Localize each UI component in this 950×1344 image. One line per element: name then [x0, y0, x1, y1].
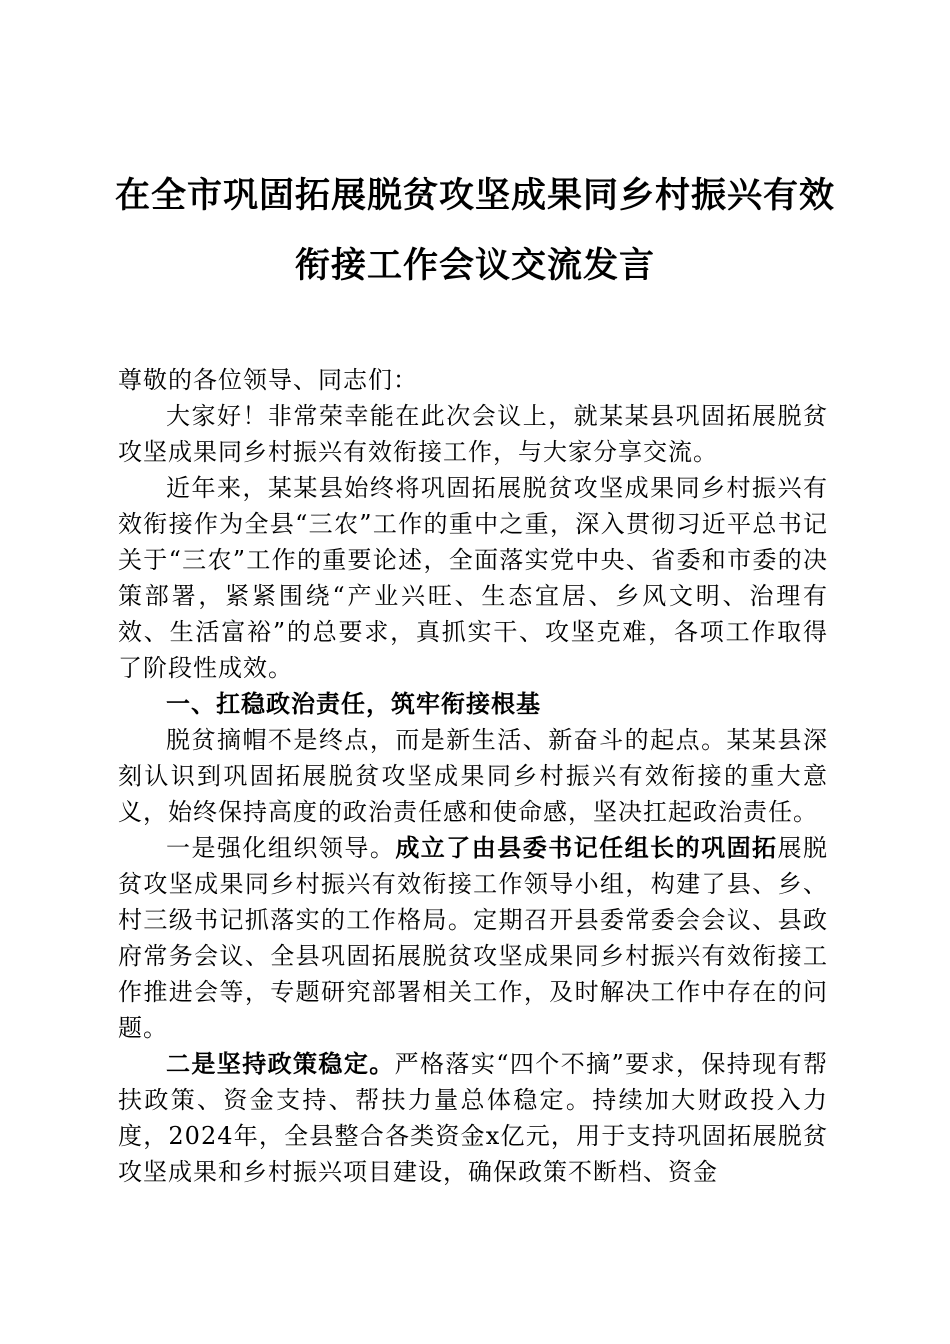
item-1-bold: 成立了由县委书记任组长的巩固拓: [395, 833, 778, 862]
paragraph-item-1: [118, 830, 828, 1046]
paragraph-overview: 近年来，某某县始终将巩固拓展脱贫攻坚成果同乡村振兴有效衔接作为全县“三农”工作的重中之重，深入贯彻习近平总书记关于“三农”工作的重要论述，全面落实党中央、省委和市委的决策部署，紧紧围绕“产业兴旺、生态宜居、乡风文明、治理有效、生活富裕”的总要求，真抓实干、攻坚克难，各项工作取得了阶段性成效。: [118, 474, 828, 682]
item-2-rest: 严格落实“四个不摘”要求，保持现有帮扶政策、资金支持、帮扶力量总体稳定。持续加大财政投入力度，2024年，全县整合各类资金x亿元，用于支持巩固拓展脱贫攻坚成果和乡村振兴项目建设，确保政策不断档、资金: [118, 1050, 828, 1186]
paragraph-greeting: 大家好！非常荣幸能在此次会议上，就某某县巩固拓展脱贫攻坚成果同乡村振兴有效衔接工作，与大家分享交流。: [118, 402, 828, 466]
item-1-rest: 展脱贫攻坚成果同乡村振兴有效衔接工作领导小组，构建了县、乡、村三级书记抓落实的工作格局。定期召开县委常委会会议、县政府常务会议、全县巩固拓展脱贫攻坚成果同乡村振兴有效衔接工作推进会等，专题研究部署相关工作，及时解决工作中存在的问题。: [118, 834, 829, 1042]
section-heading-1: 一、扛稳政治责任，筑牢衔接根基: [166, 689, 541, 718]
item-2-bold: 二是坚持政策稳定。: [166, 1049, 395, 1078]
document-body: [118, 362, 828, 1190]
paragraph-item-2: [118, 1046, 828, 1190]
paragraph-political-responsibility: 脱贫摘帽不是终点，而是新生活、新奋斗的起点。某某县深刻认识到巩固拓展脱贫攻坚成果同乡村振兴有效衔接的重大意义，始终保持高度的政治责任感和使命感，坚决扛起政治责任。: [118, 726, 828, 826]
item-1-lead: 一是强化组织领导。: [166, 834, 396, 862]
document-title-line-1: 在全市巩固拓展脱贫攻坚成果同乡村振兴有效: [114, 175, 835, 216]
document-title-line-2: 衔接工作会议交流发言: [294, 245, 655, 286]
salutation: 尊敬的各位领导、同志们：: [118, 366, 418, 394]
